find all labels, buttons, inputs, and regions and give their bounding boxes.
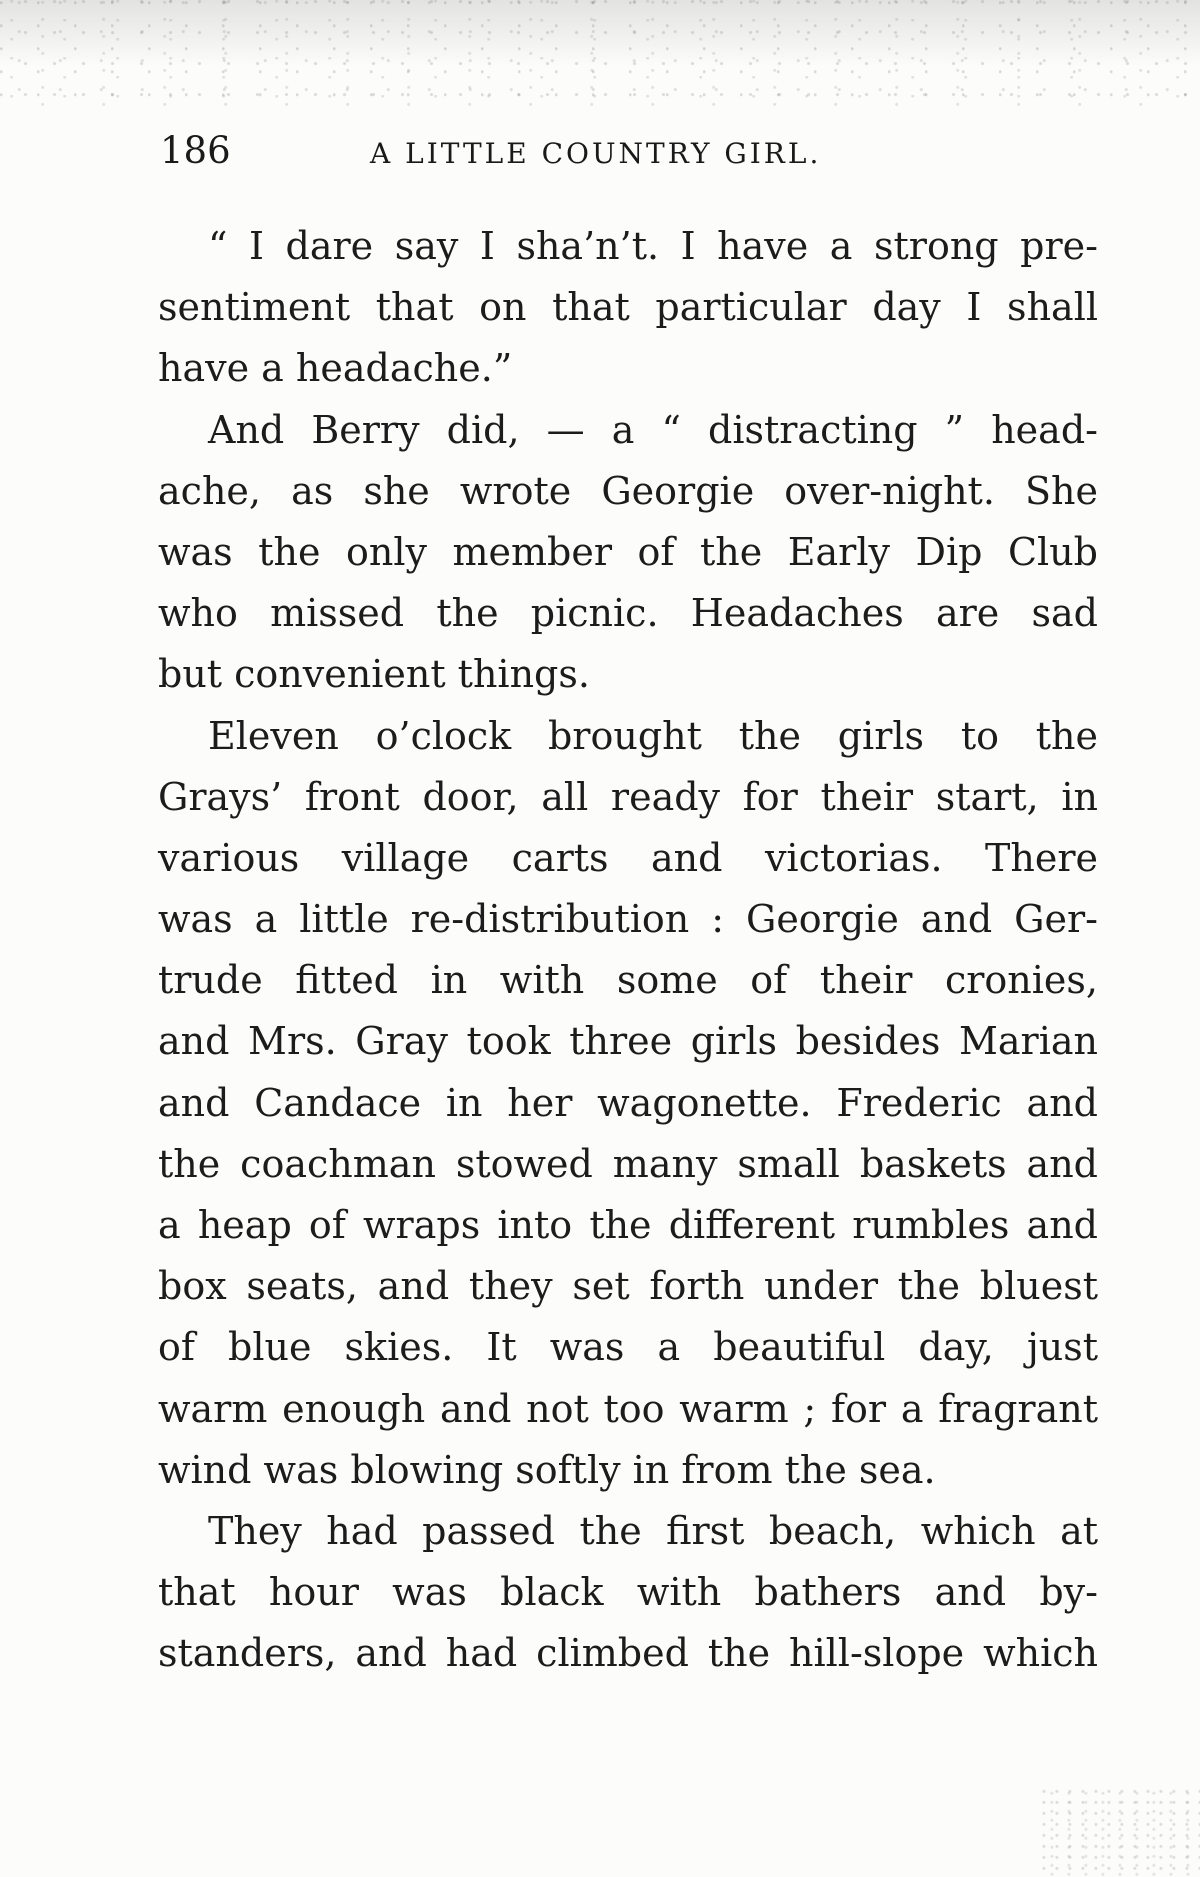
text-line: of blue skies. It was a beautiful day, just bbox=[158, 1325, 1098, 1370]
running-title: A LITTLE COUNTRY GIRL. bbox=[370, 137, 822, 170]
text-line: but convenient things. bbox=[158, 652, 590, 697]
text-line: Eleven o’clock brought the girls to the bbox=[208, 713, 1098, 758]
paragraph-2 bbox=[158, 400, 1098, 706]
text-line: wind was blowing softly in from the sea. bbox=[158, 1447, 936, 1492]
text-line: trude fitted in with some of their cronies, bbox=[158, 958, 1098, 1003]
paragraph-1 bbox=[158, 216, 1098, 400]
text-line: ache, as she wrote Georgie over-night. She bbox=[158, 468, 1098, 513]
text-line: They had passed the first beach, which at bbox=[208, 1508, 1098, 1553]
text-line: sentiment that on that particular day I shall bbox=[158, 285, 1098, 330]
scan-noise-bottom bbox=[1040, 1787, 1200, 1877]
paragraph-3 bbox=[158, 706, 1098, 1501]
body-text bbox=[158, 216, 1098, 1685]
text-line: and Mrs. Gray took three girls besides Marian bbox=[158, 1019, 1098, 1064]
text-line: the coachman stowed many small baskets and bbox=[158, 1141, 1098, 1186]
text-line: was a little re-distribution : Georgie and Ger- bbox=[158, 897, 1098, 942]
text-line: that hour was black with bathers and by- bbox=[158, 1570, 1098, 1615]
text-line: and Candace in her wagonette. Frederic and bbox=[158, 1080, 1098, 1125]
text-line: various village carts and victorias. There bbox=[158, 835, 1098, 880]
text-line: “ I dare say I sha’n’t. I have a strong pre- bbox=[208, 224, 1098, 268]
page-header bbox=[160, 126, 1100, 176]
text-line: And Berry did, — a “ distracting ” head- bbox=[208, 407, 1098, 452]
text-line: warm enough and not too warm ; for a fragrant bbox=[158, 1386, 1098, 1431]
text-line: was the only member of the Early Dip Club bbox=[158, 529, 1098, 574]
page-number: 186 bbox=[160, 129, 231, 172]
text-line: have a headache.” bbox=[158, 346, 513, 391]
text-line: standers, and had climbed the hill-slope which bbox=[158, 1631, 1098, 1676]
text-line: Grays’ front door, all ready for their start, in bbox=[158, 774, 1098, 819]
text-line: who missed the picnic. Headaches are sad bbox=[158, 591, 1098, 636]
text-line: a heap of wraps into the different rumbles and bbox=[158, 1203, 1098, 1247]
paragraph-4 bbox=[158, 1501, 1098, 1685]
text-line: box seats, and they set forth under the bluest bbox=[158, 1264, 1098, 1309]
scan-noise-top bbox=[0, 0, 1200, 110]
